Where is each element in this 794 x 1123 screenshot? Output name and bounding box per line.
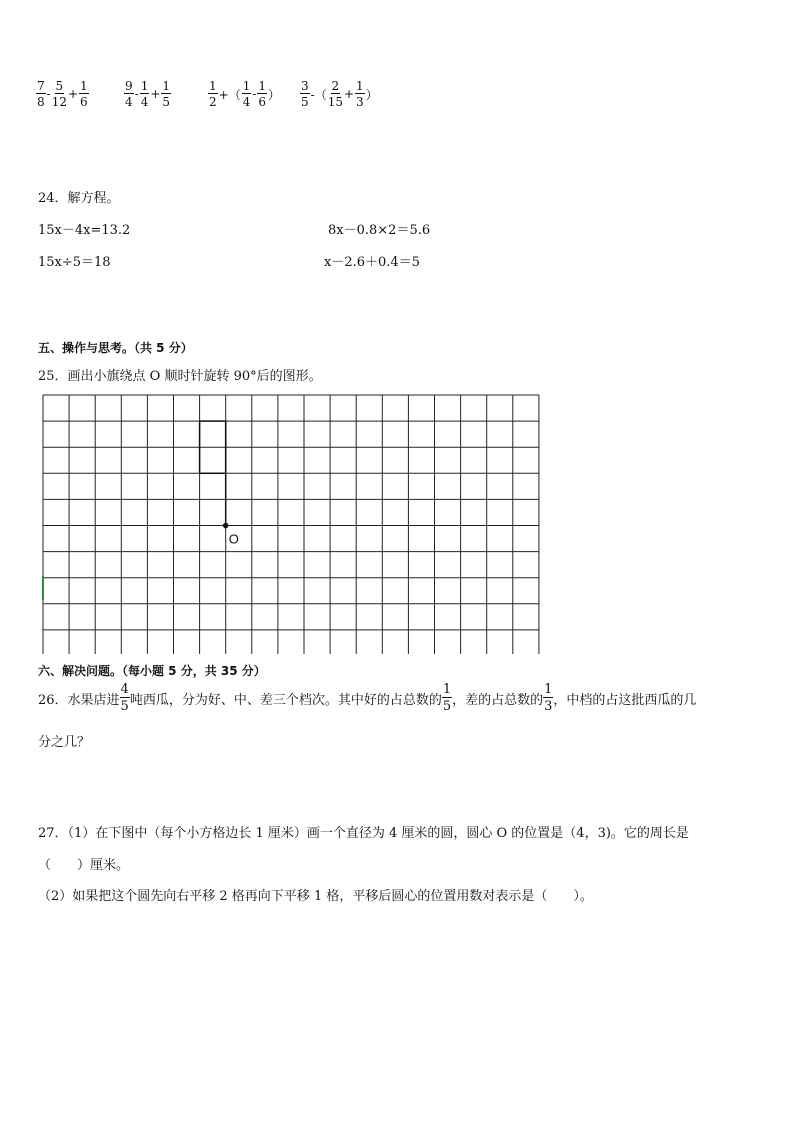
fraction: $\frac{1}{6}$ bbox=[258, 79, 267, 109]
question-27-line3: （2）如果把这个圆先向右平移 2 格再向下平移 1 格，平移后圆心的位置用数对表示是（ ）。 bbox=[38, 889, 593, 904]
question-24-title: 24．解方程。 bbox=[38, 191, 120, 206]
operator: ） bbox=[365, 87, 378, 102]
operator: - bbox=[134, 87, 139, 101]
equation-1: 15x－4x=13.2 bbox=[38, 223, 131, 238]
question-25-text: 25．画出小旗绕点 O 顺时针旋转 90°后的图形。 bbox=[38, 369, 322, 384]
fraction: $\frac{3}{5}$ bbox=[301, 79, 309, 109]
calc-expression-4 bbox=[300, 80, 379, 108]
point-o-label: O bbox=[228, 531, 239, 547]
section-6-heading: 六、解决问题。（每小题 5 分，共 35 分） bbox=[38, 664, 266, 678]
fraction: $\frac{1}{6}$ bbox=[80, 79, 88, 109]
calc-expression-1 bbox=[36, 80, 89, 108]
fraction: $\frac{9}{4}$ bbox=[125, 79, 133, 109]
operator: + bbox=[67, 87, 79, 101]
operator: +（ bbox=[218, 87, 241, 102]
fraction: $\frac{1}{3}$ bbox=[356, 79, 364, 109]
fraction: $\frac{1}{3}$ bbox=[544, 682, 553, 714]
operator: + bbox=[343, 87, 355, 101]
fraction: $\frac{1}{2}$ bbox=[209, 79, 217, 109]
fraction: $\frac{1}{5}$ bbox=[442, 682, 452, 714]
fraction: $\frac{1}{5}$ bbox=[162, 79, 171, 109]
operator: - bbox=[252, 87, 257, 101]
section-5-heading: 五、操作与思考。（共 5 分） bbox=[38, 341, 193, 355]
fraction: $\frac{1}{4}$ bbox=[242, 79, 251, 109]
rotation-grid bbox=[42, 394, 546, 654]
calc-expression-3 bbox=[208, 80, 281, 108]
operator: ） bbox=[268, 87, 281, 102]
question-27-line1: 27．（1）在下图中（每个小方格边长 1 厘米）画一个直径为 4 厘米的圆，圆心 O 的位置是（4，3)。它的周长是 bbox=[38, 826, 689, 841]
fraction: $\frac{5}{12}$ bbox=[51, 79, 67, 109]
fraction: $\frac{1}{4}$ bbox=[140, 79, 149, 109]
fraction: $\frac{4}{5}$ bbox=[120, 682, 129, 714]
question-26: 26．水果店进 $\frac{4}{5}$ 吨西瓜，分为好、中、差三个档次。其中好的占总数的 $\frac{1}{5}$ ，差的占总数的 $\frac{1}{3}$ ，中档的占这批西瓜的几 bbox=[38, 682, 697, 714]
operator: - bbox=[46, 87, 51, 101]
question-26-line2: 分之几？ bbox=[38, 735, 91, 750]
calc-expression-2 bbox=[124, 80, 171, 108]
grid-lines bbox=[43, 395, 539, 654]
fraction: $\frac{2}{15}$ bbox=[327, 79, 343, 109]
equation-2: 8x－0.8×2＝5.6 bbox=[328, 223, 431, 238]
fraction: $\frac{7}{8}$ bbox=[37, 79, 45, 109]
equation-3: 15x÷5＝18 bbox=[38, 255, 111, 270]
question-27-line2: （ ）厘米。 bbox=[38, 858, 130, 873]
equation-4: x－2.6＋0.4＝5 bbox=[324, 255, 420, 270]
point-o bbox=[223, 523, 229, 529]
operator: + bbox=[150, 87, 161, 101]
operator: -（ bbox=[310, 87, 327, 102]
